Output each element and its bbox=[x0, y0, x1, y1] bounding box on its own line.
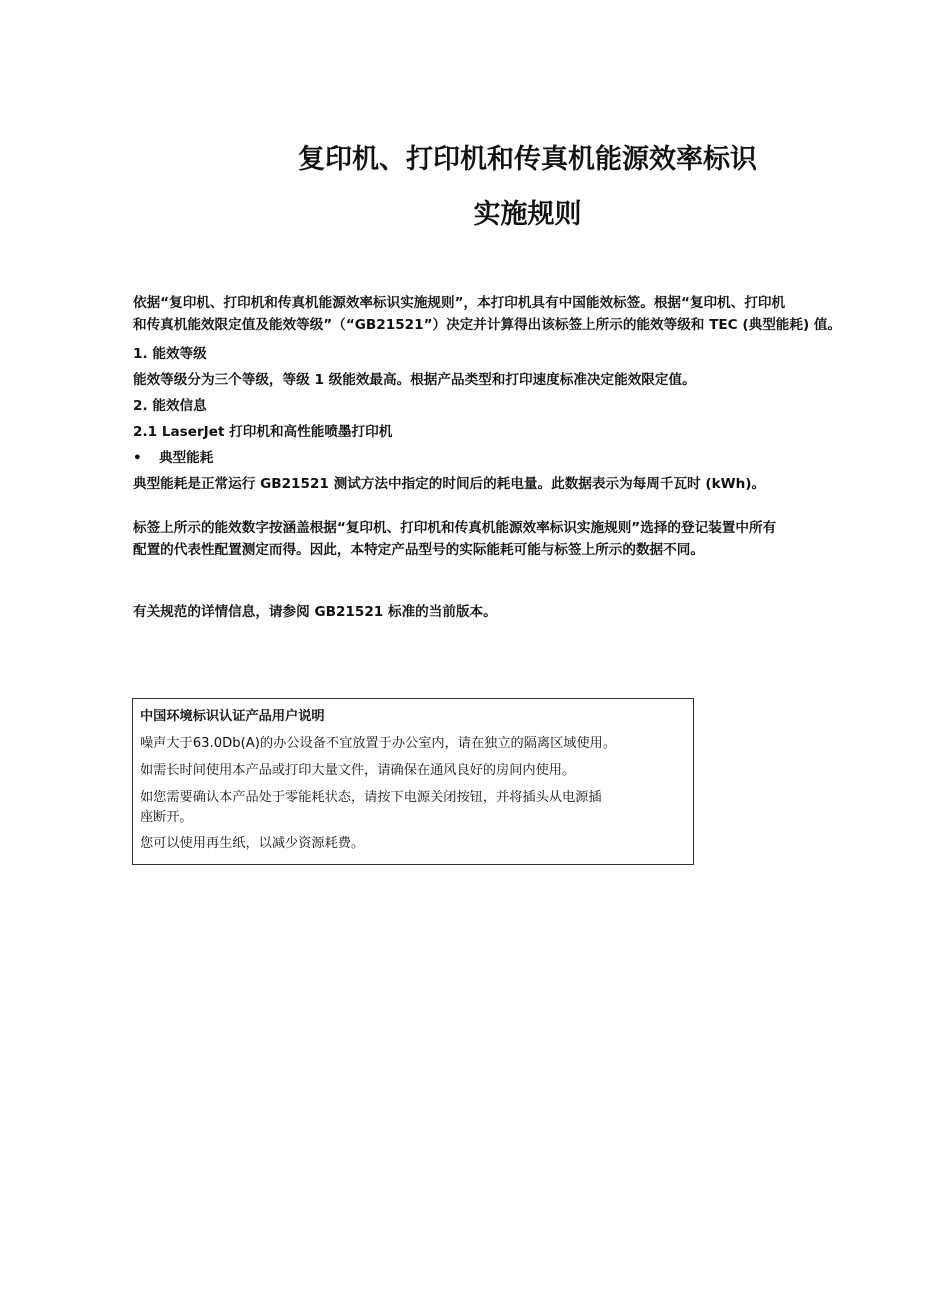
bullet-icon: • bbox=[133, 450, 142, 466]
bullet-label: 典型能耗 bbox=[159, 450, 214, 466]
note-line-1: 标签上所示的能效数字按涵盖根据“复印机、打印机和传真机能源效率标识实施规则”选择的登记装置中所有 bbox=[133, 520, 777, 536]
environment-notice-box bbox=[132, 698, 694, 865]
note-line-2: 配置的代表性配置测定而得。因此，本特定产品型号的实际能耗可能与标签上所示的数据不同。 bbox=[133, 542, 704, 558]
bullet-item bbox=[133, 447, 945, 469]
page-title-line1: 复印机、打印机和传真机能源效率标识 bbox=[298, 144, 757, 175]
body-text bbox=[133, 292, 945, 623]
intro-line-1: 依据“复印机、打印机和传真机能源效率标识实施规则”，本打印机具有中国能效标签。根据“复印机、打印机 bbox=[133, 295, 786, 311]
section-2-heading: 2. 能效信息 bbox=[133, 398, 207, 414]
notice-item-2: 如需长时间使用本产品或打印大量文件，请确保在通风良好的房间内使用。 bbox=[140, 763, 576, 778]
section-2-1-heading: 2.1 LaserJet 打印机和高性能喷墨打印机 bbox=[133, 424, 393, 440]
section-1-heading: 1. 能效等级 bbox=[133, 346, 207, 362]
intro-paragraph bbox=[133, 292, 945, 336]
notice-item-4: 您可以使用再生纸，以减少资源耗费。 bbox=[140, 836, 365, 851]
bullet-text: 典型能耗是正常运行 GB21521 测试方法中指定的时间后的耗电量。此数据表示为每周千瓦时 (kWh)。 bbox=[133, 476, 766, 492]
notice-item-3-line-1: 如您需要确认本产品处于零能耗状态，请按下电源关闭按钮，并将插头从电源插 bbox=[140, 790, 602, 805]
notice-item-1: 噪声大于63.0Db(A)的办公设备不宜放置于办公室内，请在独立的隔离区域使用。 bbox=[140, 736, 617, 751]
page-title-line2: 实施规则 bbox=[473, 199, 582, 230]
notice-heading: 中国环境标识认证产品用户说明 bbox=[140, 709, 325, 724]
intro-line-2: 和传真机能效限定值及能效等级”（“GB21521”）决定并计算得出该标签上所示的能效等级和 TEC (典型能耗) 值。 bbox=[133, 317, 842, 333]
section-1-text: 能效等级分为三个等级，等级 1 级能效最高。根据产品类型和打印速度标准决定能效限定值。 bbox=[133, 372, 696, 388]
reference-paragraph: 有关规范的详情信息，请参阅 GB21521 标准的当前版本。 bbox=[133, 604, 497, 620]
notice-item-3-line-2: 座断开。 bbox=[140, 810, 193, 825]
notice-item-3 bbox=[140, 788, 685, 828]
note-paragraph bbox=[133, 517, 945, 561]
